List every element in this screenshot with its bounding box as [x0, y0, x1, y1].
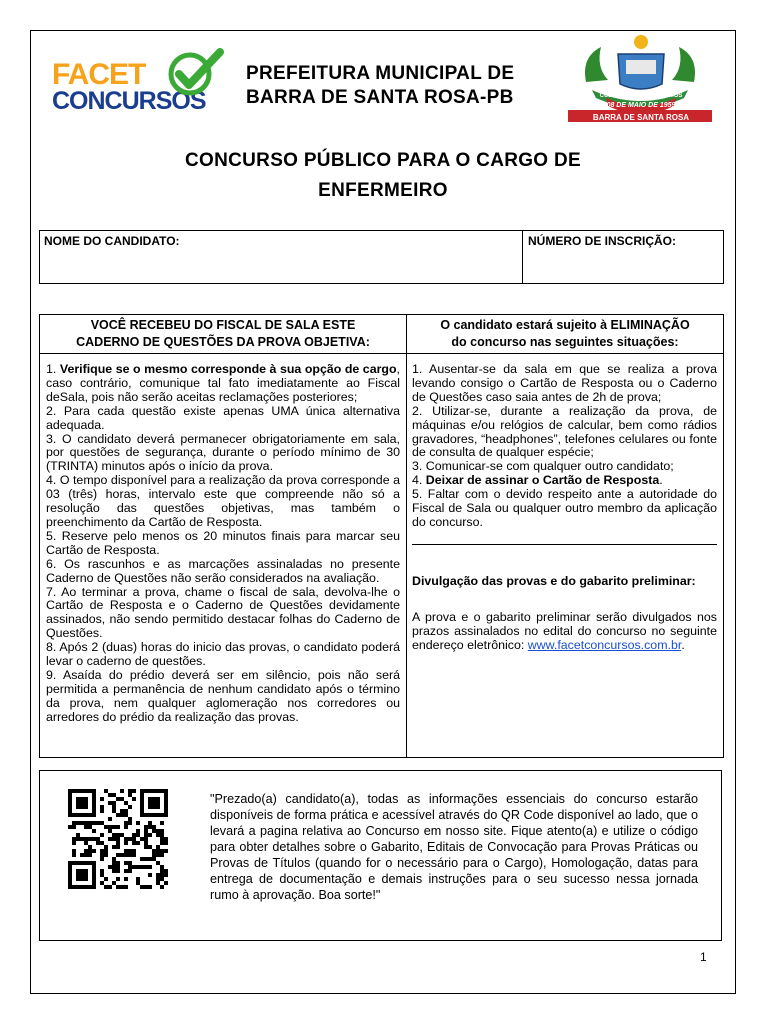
- exam-title-line1: CONCURSO PÚBLICO PARA O CARGO DE: [185, 150, 581, 171]
- instruction-item-8: 8. Após 2 (duas) horas do inicio das provas, o candidato poderá levar o caderno de questões.: [46, 640, 400, 669]
- right-header-line2: do concurso nas seguintes situações:: [451, 335, 679, 349]
- logo-word-facet: FACET: [52, 58, 146, 91]
- instructions-table: [39, 314, 724, 758]
- candidate-name-label: NOME DO CANDIDATO:: [44, 234, 180, 248]
- disclosure-text: [412, 611, 717, 653]
- candidate-box-divider: [522, 231, 523, 283]
- elimination-item-4: [412, 474, 717, 488]
- municipality-title: [246, 62, 566, 110]
- instruction-item-1: [46, 363, 400, 405]
- table-column-divider: [406, 315, 407, 757]
- elimination-item-4-bold: Deixar de assinar o Cartão de Resposta: [425, 473, 660, 488]
- disclosure-body: A prova e o gabarito preliminar serão divulgados nos prazos assinalados no edital do concurso no seguinte endereço eletrônico:: [412, 609, 717, 652]
- right-header-line1: O candidato estará sujeito à ELIMINAÇÃO: [440, 318, 690, 332]
- crest-emblem-icon: [566, 32, 714, 124]
- instructions-list: [46, 363, 400, 725]
- checkmark-icon: [162, 48, 228, 96]
- elimination-item-4-number: 4.: [412, 473, 426, 488]
- exam-title: [60, 146, 706, 206]
- disclosure-end: .: [681, 637, 685, 652]
- municipality-title-line2: BARRA DE SANTA ROSA-PB: [246, 87, 514, 108]
- instruction-item-6: 6. Os rascunhos e as marcações assinaladas no presente Caderno de Questões não serão considerados na avaliação.: [46, 556, 400, 585]
- facet-concursos-logo: [52, 48, 228, 114]
- crest-date-text: 08 DE MAIO DE 1959: [606, 102, 676, 109]
- elimination-item-2: 2. Utilizar-se, durante a realização da prova, de máquinas e/ou relógios de calcular, bem como rádios gravadores, “headphones”, telefones celulares ou fonte de consulta de qualquer espécie;: [412, 403, 717, 460]
- instruction-item-3: 3. O candidato deverá permanecer obrigatoriamente em sala, por questões de segurança, durante o período mínimo de 30 (TRINTA) minutos após o início da prova.: [46, 431, 400, 474]
- qr-code-icon[interactable]: [66, 789, 170, 889]
- instruction-item-2: 2. Para cada questão existe apenas UMA única alternativa adequada.: [46, 403, 400, 432]
- candidate-info-box: [39, 230, 724, 284]
- exam-title-line2: ENFERMEIRO: [318, 180, 448, 201]
- left-column-header: [40, 317, 406, 351]
- elimination-item-5: 5. Faltar com o devido respeito ante a autoridade do Fiscal de Sala ou qualquer outro membro da aplicação do concurso.: [412, 487, 717, 529]
- right-column-header: [407, 317, 723, 351]
- crest-ribbon-text: CULTIVANDO VENCEREMOS: [599, 93, 683, 99]
- instruction-item-1-bold: Verifique se o mesmo corresponde à sua opção de cargo: [59, 362, 397, 376]
- crest-banner-text: BARRA DE SANTA ROSA: [592, 113, 690, 122]
- page-number: 1: [700, 950, 707, 964]
- elimination-item-4-rest: .: [659, 473, 663, 488]
- municipality-title-line1: PREFEITURA MUNICIPAL DE: [246, 63, 515, 84]
- left-header-line1: VOCÊ RECEBEU DO FISCAL DE SALA ESTE: [90, 318, 356, 332]
- instruction-item-4: 4. O tempo disponível para a realização da prova corresponde a 03 (três) horas, intervalo este que compreende não só a resolução das questões objetivas, mas também o preenchimento da Cartão de Resposta.: [46, 473, 400, 529]
- table-header-divider: [40, 353, 723, 354]
- instruction-item-7: 7. Ao terminar a prova, chame o fiscal de sala, devolva-lhe o Cartão de Resposta e o Caderno de Questões devidamente assinados, não sendo permitido destacar folhas do Caderno de Questões.: [46, 584, 400, 641]
- facet-website-link[interactable]: www.facetconcursos.com.br: [527, 637, 682, 652]
- registration-number-label: NÚMERO DE INSCRIÇÃO:: [528, 234, 677, 248]
- elimination-item-3: 3. Comunicar-se com qualquer outro candidato;: [412, 459, 674, 474]
- elimination-item-1: 1. Ausentar-se da sala em que se realiza a prova levando consigo o Cartão de Resposta ou o Caderno de Questões caso saia antes de 2h de prova;: [412, 362, 717, 404]
- disclosure-title: Divulgação das provas e do gabarito preliminar:: [412, 573, 696, 588]
- instruction-item-9: 9. Asaída do prédio deverá ser em silêncio, pois não será permitida a permanência de nenhum candidato após o término da prova, nem qualquer aglomeração nos corredores ou arredores do prédio da realização das provas.: [46, 667, 400, 724]
- left-header-line2: CADERNO DE QUESTÕES DA PROVA OBJETIVA:: [76, 335, 370, 349]
- elimination-list: [412, 363, 717, 653]
- instruction-item-1-number: 1.: [46, 362, 60, 376]
- qr-message: "Prezado(a) candidato(a), todas as informações essenciais do concurso estarão disponíveis de forma prática e acessível através do QR Code disponível ao lado, que o levará a pagina relativa ao Concurso em nosso site. Fique atento(a) e utilize o código para obter detalhes sobre o Gabarito, Editais de Convocação para Provas Práticas ou Provas de Títulos (quando for o necessário para o Cargo), Homologação, datas para entrega de documentação e demais instruções para o seu sucesso nessa jornada rumo à aprovação. Boa sorte!": [210, 792, 698, 902]
- separator-line: [412, 544, 717, 545]
- logo-word-concursos: CONCURSOS: [52, 87, 206, 115]
- instruction-item-5: 5. Reserve pelo menos os 20 minutos finais para marcar seu Cartão de Resposta.: [46, 528, 400, 557]
- instruction-item-1-rest: , caso contrário, comunique tal fato imediatamente ao Fiscal deSala, pois não serão aceitas reclamações posteriores;: [46, 362, 400, 404]
- qr-code-box: [39, 770, 722, 941]
- municipal-crest: [566, 32, 714, 124]
